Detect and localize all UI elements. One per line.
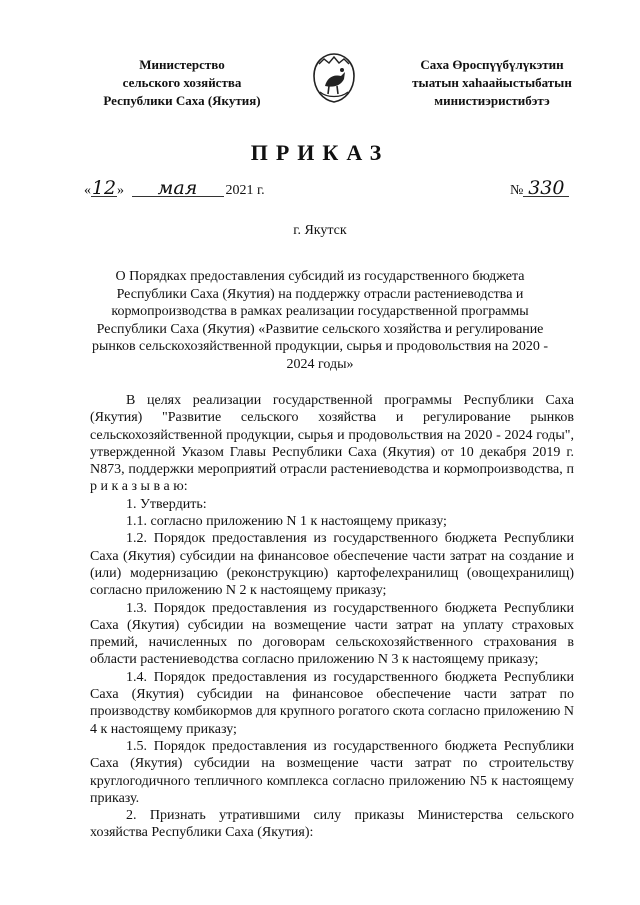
header-line: Министерство	[139, 57, 225, 72]
subject-line: О Порядках предоставления субсидий из государственного бюджета	[115, 269, 525, 284]
date-month: мая	[132, 180, 224, 197]
header-line: Республики Саха (Якутия)	[103, 93, 261, 108]
header-line: сельского хозяйства	[122, 75, 242, 90]
body-paragraph-item-2: 2. Признать утратившими силу приказы Министерства сельского хозяйства Республики Саха (Якутия):	[90, 808, 574, 841]
body-paragraph-item-1-4: 1.4. Порядок предоставления из государственного бюджета Республики Саха (Якутия) субсидии на финансовое обеспечение части затрат по производству комбикормов для крупного рогатого скота согласно приложению N 4 к настоящему приказу;	[90, 669, 574, 737]
ministry-name-russian	[92, 56, 272, 110]
document-body	[90, 392, 574, 842]
date-close-quote: »	[117, 183, 124, 198]
body-paragraph-item-1-2: 1.2. Порядок предоставления из государственного бюджета Республики Саха (Якутия) субсидии на финансовое обеспечение части затрат на создание и (или) модернизацию (реконструкцию) картофелехранилищ (овощехранилищ) согласно приложению N 2 к настоящему приказу;	[90, 531, 574, 599]
document-date	[84, 177, 265, 199]
body-paragraph-item-1-5: 1.5. Порядок предоставления из государственного бюджета Республики Саха (Якутия) субсидии на возмещение части затрат по строительству круглогодичного тепличного комплекса согласно приложению N5 к настоящему приказу.	[90, 738, 574, 806]
subject-line: кормопроизводства в рамках реализации государственной программы	[111, 304, 529, 320]
subject-line: 2024 годы»	[286, 356, 354, 372]
subject-line: рынков сельскохозяйственной продукции, сырья и продовольствия на 2020 -	[91, 339, 549, 355]
document-city: г. Якутск	[293, 223, 347, 238]
header-line: тыатын хаһаайыстыбатын	[412, 75, 572, 90]
header-line: Саха Өроспүүбүлүкэтин	[420, 57, 564, 72]
document-subject	[86, 268, 554, 374]
date-year: 2021 г.	[225, 183, 265, 198]
document-title: ПРИКАЗ	[250, 140, 390, 165]
ministry-name-yakut	[388, 56, 596, 110]
subject-line: Республики Саха (Якутия) на поддержку отрасли растениеводства и	[116, 286, 524, 302]
date-open-quote: «	[84, 183, 91, 198]
body-paragraph-item-1-1: 1.1. согласно приложению N 1 к настоящему приказу;	[126, 514, 447, 530]
body-paragraph-item-1-3: 1.3. Порядок предоставления из государственного бюджета Республики Саха (Якутия) субсидии на возмещение части затрат на уплату страховых премий, начисленных по договорам сельскохозяйственного страхования в области растениеводства согласно приложению N 3 к настоящему приказу;	[90, 600, 574, 668]
number-prefix: №	[510, 183, 524, 198]
date-day: 12	[91, 177, 117, 199]
document-number	[510, 177, 569, 199]
coat-of-arms-emblem	[311, 52, 357, 104]
number-value: 330	[523, 180, 569, 197]
subject-line: Республики Саха (Якутия) «Развитие сельского хозяйства и регулирование	[96, 321, 544, 337]
body-paragraph-preamble: В целях реализации государственной программы Республики Саха (Якутия) "Развитие сельского хозяйства и регулирование рынков сельскохозяйственной продукции, сырья и продовольствия на 2020 - 2024 годы", утвержденной Указом Главы Республики Саха (Якутия) от 10 декабря 2019 г. N873, поддержки мероприятий отрасли растениеводства и кормопроизводства, п р и к а з ы в а ю:	[90, 393, 574, 495]
body-paragraph-item-1: 1. Утвердить:	[126, 496, 207, 512]
header-line: министиэристибэтэ	[434, 93, 550, 108]
